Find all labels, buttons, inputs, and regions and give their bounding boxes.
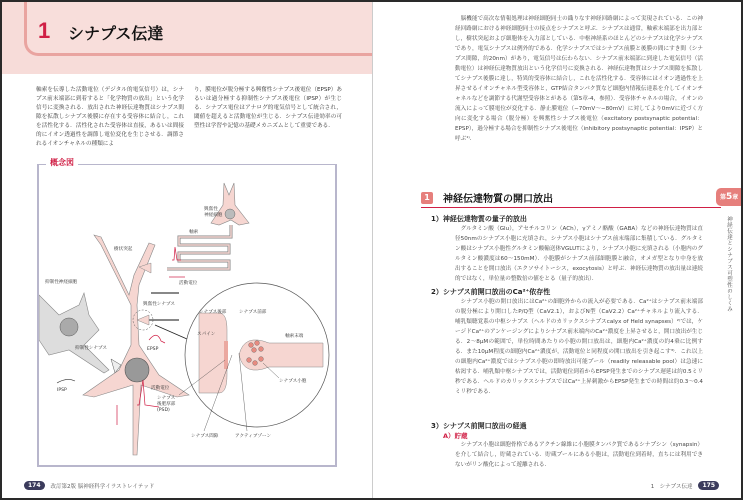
subsection-3a-text: シナプス小胞は細胞骨格であるアクチン線維に小胞膜タンパク質であるシナプシン（synapsin）を介して結合し，貯蔵されている．貯蔵プールにある小胞は，活動電位到着時，直ちには利用できないがリン酸化によって遊離される．	[455, 442, 703, 468]
section-number: 1	[421, 192, 433, 204]
label-postsynaptic: シナプス後部	[199, 310, 227, 315]
right-page	[372, 2, 741, 498]
left-footer	[24, 481, 154, 490]
label-action-potential-bottom: 活動電位	[151, 386, 170, 391]
label-psd-2: 後肥厚部	[157, 402, 176, 407]
intro-column-1: 軸索を伝導した活動電位（デジタル的電気信号）は，シナプス前末端部に到着すると「化学物質の放出」という化学信号に変換される．放出された神経伝達物質はシナプス間隙を拡散しシナプス後膜に存在する受容体に結合し，これを活性化する．活性化された受容体は直接，あるいは間接的にイオン透過性を調節し電位変化を生じさせる．調節されるイオンチャネルの種類によ	[36, 87, 184, 147]
chapter-side-title: 神経伝達とシナプス可塑性のしくみ	[726, 216, 732, 312]
subsection-2-text: シナプス小胞の開口放出にはCa²⁺の細胞外からの流入が必要である．Ca²⁺はシナプス前末端部の脱分極により開口したP/Q型（CaV2.1），およびN型（CaV2.2）Ca²⁺チャネルより流入する．哺乳類聴覚系の中枢シナプス（ヘルドのカリックスシナプスcalyx of Held synapses）²⁾では，ケージドCa²⁺のアンケージングによりシナプス前末端内のCa²⁺濃度を上昇させると，開口放出が生じる．2〜8μMの範囲で，単位時間あたりの小胞の開口放出は，細胞内Ca²⁺濃度の約4乗に比例する．また10μM程度の細胞内Ca²⁺濃度が，活動電位と同程度の開口放出を引き起こす³⁾．これ以上の細胞内Ca²⁺濃度ではシナプス小胞の即時放出可能プール（readily releasable pool）は急速に枯渇する．哺乳類中枢シナプスでは，活動電位到着からEPSP発生までのシナプス遅延は約0.5ミリ秒である．ヘルドのカリックスシナプスではCa²⁺上昇刺激からEPSP発生までの時間は約0.3〜0.4ミリ秒である．	[455, 299, 703, 395]
label-axon-terminal: 軸索末端	[285, 334, 304, 339]
subsection-3a-title: A）貯蔵	[443, 432, 468, 440]
excitatory-neuron-nucleus	[225, 209, 235, 219]
book-title: 改訂第2版 脳神経科学イラストレイテッド	[50, 483, 155, 490]
chapter-number: 1	[38, 18, 51, 43]
label-inhibitory-synapse: 抑制性シナプス	[75, 346, 107, 351]
synapse-diagram	[39, 165, 335, 465]
label-synaptic-cleft: シナプス間隙	[191, 434, 219, 439]
subsection-2-title: 2）シナプス前開口放出のCa²⁺依存性	[431, 288, 551, 296]
intro-paragraph: 脳機能で高次な情報処理は神経細胞同士の織りなす神経回路網によって実現されている．この神経回路網における神経細胞同士の接点をシナプスと呼ぶ．シナプスは通常，軸索末端部を出力部とし，樹状突起および細胞体を入力部としている．中枢神経系のほとんどのシナプスは化学シナプスであり，電気シナプスは例外的である．化学シナプスではシナプス前膜と後膜の間にすき間（シナプス間隙，約20nm）があり，電気信号は伝わらない．シナプス前末端部に到達した電気信号（活動電位）は神経伝達物質放出という化学信号に変換される．神経伝達物質はシナプス間隙を拡散してシナプス後膜に達し，特異的受容体に結合し，これを活性化する．受容体にはイオン透過性を上昇させるイオンチャネル型受容体と，GTP結合タンパク質など細胞内情報伝達系を介してイオンチャネルなどを調節する代謝型受容体とがある（第5章-4，参照）．受容体チャネルの場合，イオンの流入によって膜電位が変化する．静止膜電位（−70mV〜−80mV）に対してより0mVに近づく方向に変化する場合（脱分極）を興奮性シナプス後電位（excitatory postsynaptic potential：EPSP），過分極する場合を抑制性シナプス後電位（inhibitory postsynaptic potential：IPSP）と呼ぶ¹⁾．	[455, 16, 703, 142]
label-psd-1: シナプス	[157, 396, 176, 401]
label-active-zone: アクティブゾーン	[235, 434, 272, 439]
figure-label: 概念図	[46, 157, 78, 168]
label-psd-3: (PSD)	[157, 408, 170, 413]
section-title: 神経伝達物質の開口放出	[443, 194, 553, 205]
chapter-title: シナプス伝達	[68, 24, 164, 43]
page-number-right: 175	[698, 481, 719, 490]
right-footer	[651, 481, 719, 490]
psd-shape	[224, 341, 228, 369]
label-synaptic-vesicle: シナプス小胞	[279, 379, 307, 384]
label-ipsp: IPSP	[57, 388, 67, 393]
label-excitatory-neuron-2: 神経細胞	[204, 213, 223, 218]
section-heading	[421, 188, 721, 208]
label-action-potential-top: 活動電位	[179, 281, 198, 286]
label-presynaptic: シナプス前部	[239, 310, 267, 315]
label-spine: スパイン	[197, 332, 216, 337]
axon-shape	[167, 225, 231, 269]
label-excitatory-neuron-1: 興奮性	[204, 207, 218, 212]
concept-figure	[37, 164, 337, 467]
label-excitatory-synapse: 興奮性シナプス	[143, 302, 175, 307]
spine-shape	[199, 313, 227, 393]
ipsp-trace	[57, 379, 75, 383]
footer-section: 1 シナプス伝達	[650, 483, 693, 490]
intro-column-2: り，膜電位が脱分極する興奮性シナプス後電位（EPSP）あるいは過分極する抑制性シナプス後電位（IPSP）が生じる．シナプス電位はアナログ的電気信号として統合され，閾値を超えると活動電位が生じる．シナプス伝達効率の可塑性は学習や記憶の基礎メカニズムとして重要である．	[194, 87, 342, 129]
epsp-trace	[149, 335, 165, 343]
subsection-1-text: グルタミン酸（Glu），アセチルコリン（ACh），γアミノ酪酸（GABA）などの神経伝達物質は直径50nmのシナプス小胞に充填され，シナプス小胞はシナプス前末端部に集積している．グルタミン酸はシナプス小胞性グルタミン酸輸送体VGLUTにより，シナプス小胞に充填される（小胞内のグルタミン酸濃度は60〜150mM）．小胞膜がシナプス前部細胞膜と融合，オメガ型となり中身を放出することを開口放出（エクソサイトーシス，exocytosis）と呼ぶ．神経伝達物質の放出量は連続的ではなく，単位量の整数倍の値をとる（量子的放出）．	[455, 226, 703, 282]
page-number-left: 174	[24, 481, 45, 490]
label-axon: 軸索	[189, 230, 199, 235]
postsynaptic-nucleus	[125, 358, 149, 382]
label-epsp: EPSP	[147, 347, 159, 352]
label-inhibitory-neuron: 抑制性神経細胞	[45, 280, 78, 285]
left-page	[2, 2, 372, 498]
label-dendrite: 樹状突起	[114, 247, 133, 252]
subsection-3-title: 3）シナプス前開口放出の経過	[431, 422, 527, 430]
chapter-tab: 第5章	[716, 188, 741, 206]
zoom-arrow	[155, 325, 187, 339]
subsection-1-title: 1）神経伝達物質の量子的放出	[431, 215, 527, 223]
